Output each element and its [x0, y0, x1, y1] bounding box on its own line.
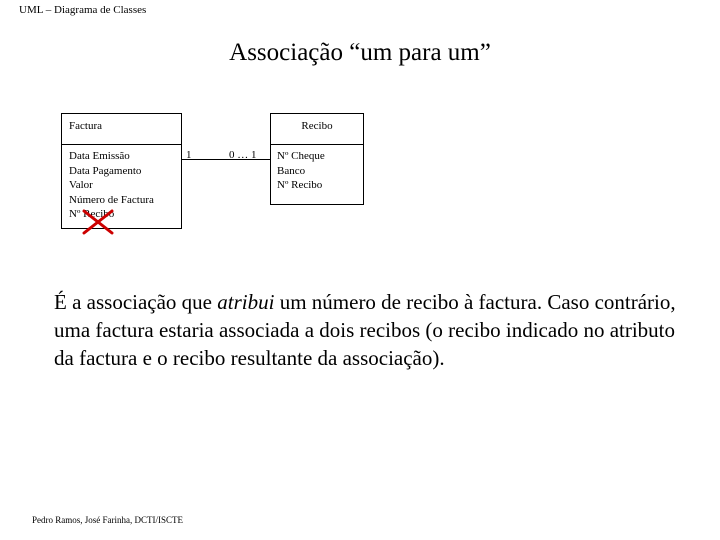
attribute-valor: Valor: [69, 179, 93, 191]
class-name-factura: Factura: [62, 114, 181, 145]
attribute-n-recibo: Nº Recibo: [69, 208, 115, 220]
association-line: [182, 159, 270, 160]
class-attributes-factura: [62, 145, 181, 222]
multiplicity-factura-end: 1: [186, 149, 192, 161]
explanation-text: [54, 288, 684, 372]
slide-footer: Pedro Ramos, José Farinha, DCTI/ISCTE: [32, 515, 183, 525]
explanation-text-emphasis: atribui: [217, 290, 275, 314]
attribute-banco: Banco: [277, 164, 306, 177]
explanation-text-end: um número de recibo à factura. Caso contrário, uma factura estaria associada a dois recibos (o recibo indicado no atributo da factura e o recibo resultante da associação).: [54, 290, 676, 370]
multiplicity-recibo-end: 0 … 1: [229, 149, 257, 161]
slide-title: Associação “um para um”: [229, 39, 491, 66]
class-factura: [61, 113, 182, 229]
class-attributes-recibo: [271, 145, 363, 193]
explanation-text-start: É a associação que: [54, 290, 218, 314]
attribute-numero-factura: Número de Factura: [69, 193, 154, 206]
class-name-recibo: Recibo: [271, 114, 363, 145]
attribute-n-recibo-recibo: Nº Recibo: [277, 179, 323, 191]
attribute-data-pagamento: Data Pagamento: [69, 164, 142, 177]
class-recibo: [270, 113, 364, 205]
slide-header: UML – Diagrama de Classes: [19, 4, 147, 16]
attribute-n-cheque: Nº Cheque: [277, 150, 325, 162]
cross-mark-icon: [81, 208, 115, 236]
attribute-data-emissao: Data Emissão: [69, 150, 130, 162]
